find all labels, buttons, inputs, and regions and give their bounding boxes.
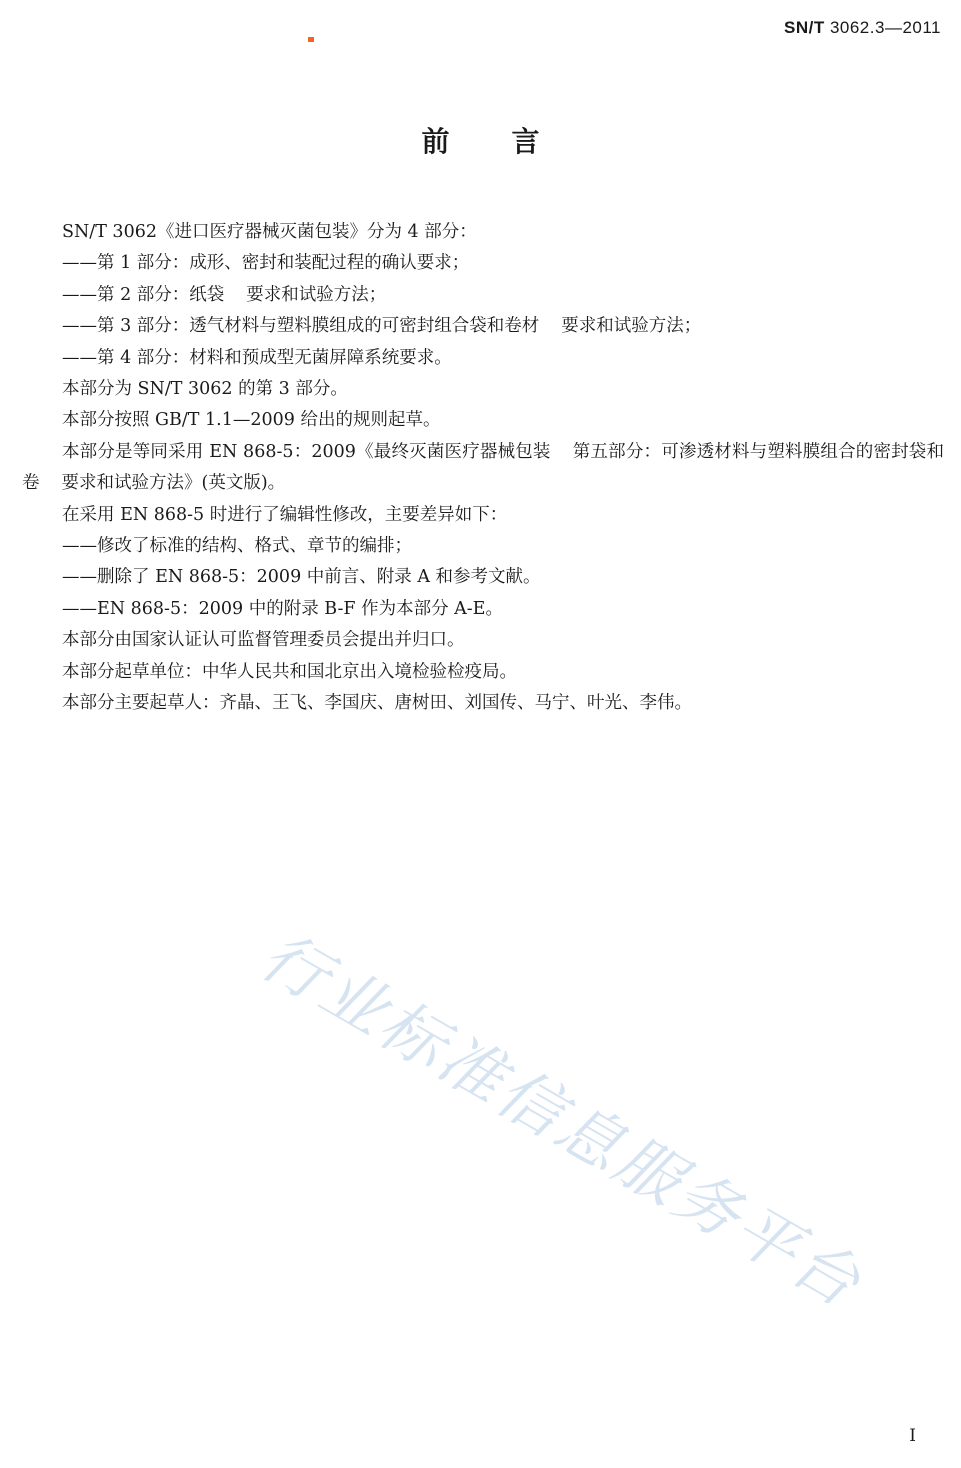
equivalence-text-b: 第五部分：可渗透材料与塑料膜组合的密封袋和卷 xyxy=(22,441,944,494)
part-3-subtitle: 要求和试验方法； xyxy=(561,316,702,337)
list-item-part-3 xyxy=(22,311,944,342)
standard-code-prefix: SN/T xyxy=(783,18,825,37)
part-3-title: ——第 3 部分：透气材料与塑料膜组成的可密封组合袋和卷材 xyxy=(62,316,540,337)
watermark-text: 行业标准信息服务平台 xyxy=(248,919,875,1324)
equivalence-text-a: 本部分是等同采用 EN 868-5：2009《最终灭菌医疗器械包装 xyxy=(62,441,551,462)
foreword-body xyxy=(22,217,944,720)
equivalence-text-c: 要求和试验方法》(英文版)。 xyxy=(61,473,286,494)
list-item-part-2 xyxy=(22,280,944,311)
standard-code-header xyxy=(784,18,941,38)
list-item-modification-2: ——删除了 EN 868-5：2009 中前言、附录 A 和参考文献。 xyxy=(62,567,541,588)
orange-mark xyxy=(308,37,314,42)
paragraph-drafters: 本部分主要起草人：齐晶、王飞、李国庆、唐树田、刘国传、马宁、叶光、李伟。 xyxy=(62,693,692,714)
paragraph-this-part: 本部分为 SN/T 3062 的第 3 部分。 xyxy=(62,379,348,400)
list-item-part-1: ——第 1 部分：成形、密封和装配过程的确认要求； xyxy=(62,253,470,274)
paragraph-proposer: 本部分由国家认证认可监督管理委员会提出并归口。 xyxy=(62,630,465,651)
standard-code-number: 3062.3—2011 xyxy=(824,18,941,37)
page-number: I xyxy=(909,1426,916,1446)
part-2-title: ——第 2 部分：纸袋 xyxy=(62,284,225,305)
list-item-part-4: ——第 4 部分：材料和预成型无菌屏障系统要求。 xyxy=(62,347,452,368)
paragraph-equivalence xyxy=(22,437,944,500)
paragraph-parts-intro: SN/T 3062《进口医疗器械灭菌包装》分为 4 部分： xyxy=(62,222,477,242)
part-2-subtitle: 要求和试验方法； xyxy=(246,284,387,305)
paragraph-drafting-unit: 本部分起草单位：中华人民共和国北京出入境检验检疫局。 xyxy=(62,661,517,682)
paragraph-modifications: 在采用 EN 868-5 时进行了编辑性修改，主要差异如下： xyxy=(62,504,508,525)
list-item-modification-1: ——修改了标准的结构、格式、章节的编排； xyxy=(62,536,412,557)
paragraph-drafting-rules: 本部分按照 GB/T 1.1—2009 给出的规则起草。 xyxy=(62,410,441,431)
list-item-modification-3: ——EN 868-5：2009 中的附录 B-F 作为本部分 A-E。 xyxy=(62,598,503,619)
page-title: 前言 xyxy=(421,125,602,158)
